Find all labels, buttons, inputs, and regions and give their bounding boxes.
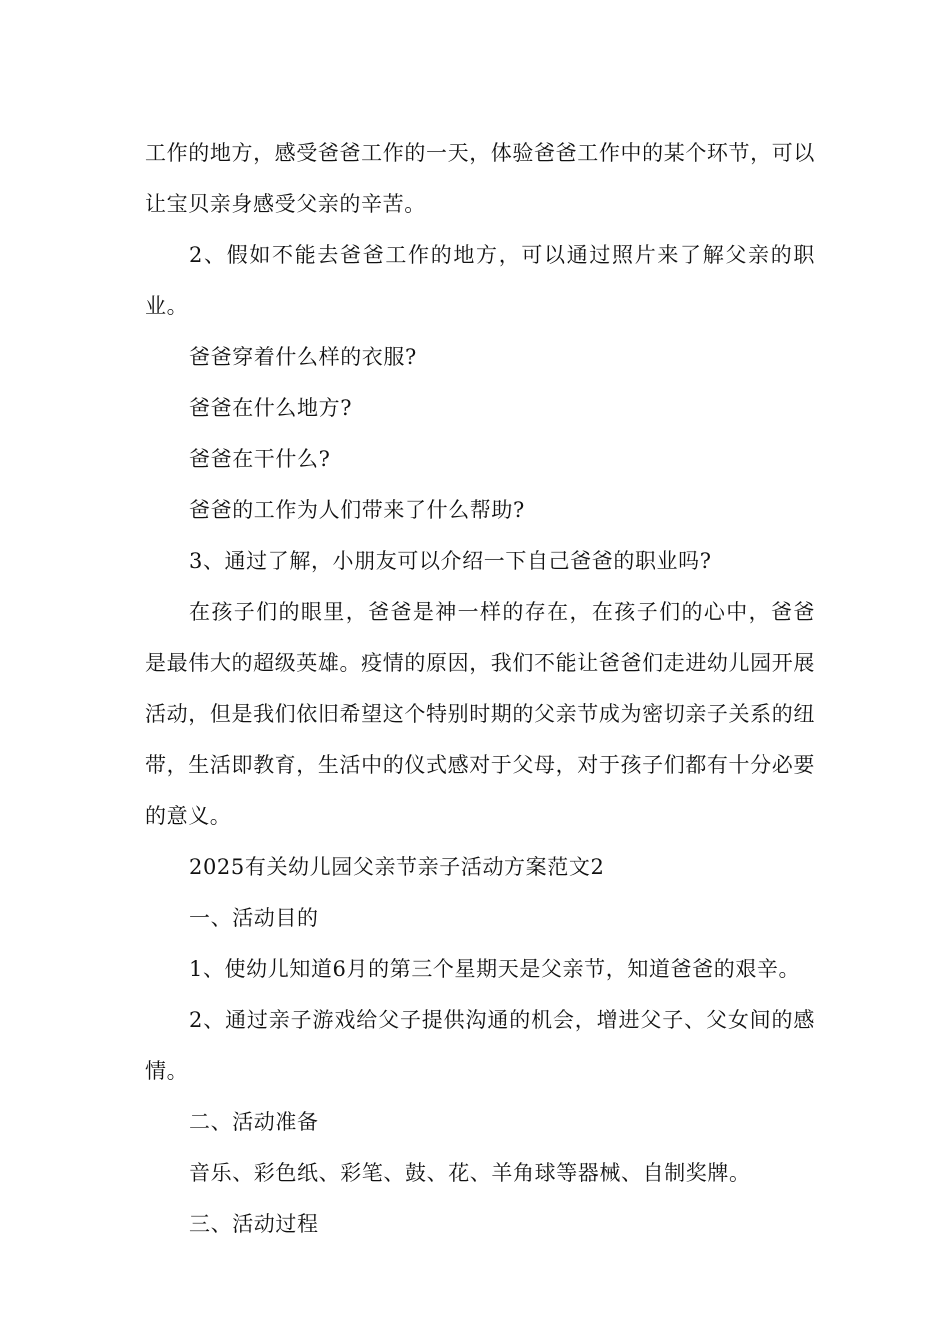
paragraph-step-3: 3、通过了解，小朋友可以介绍一下自己爸爸的职业吗? <box>189 549 712 573</box>
heading-activity-process: 三、活动过程 <box>189 1212 319 1236</box>
paragraph-continuation: 工作的地方，感受爸爸工作的一天，体验爸爸工作中的某个环节，可以让宝贝亲身感受父亲的辛苦。 <box>145 141 815 216</box>
document-page <box>145 128 815 1250</box>
paragraph-summary: 在孩子们的眼里，爸爸是神一样的存在，在孩子们的心中，爸爸是最伟大的超级英雄。疫情的原因，我们不能让爸爸们走进幼儿园开展活动，但是我们依旧希望这个特别时期的父亲节成为密切亲子关系的纽带，生活即教育，生活中的仪式感对于父母，对于孩子们都有十分必要的意义。 <box>145 600 815 828</box>
goal-item-2: 2、通过亲子游戏给父子提供沟通的机会，增进父子、父女间的感情。 <box>145 1008 815 1083</box>
prep-materials: 音乐、彩色纸、彩笔、鼓、花、羊角球等器械、自制奖牌。 <box>189 1161 751 1185</box>
question-place: 爸爸在什么地方? <box>189 396 353 420</box>
goal-item-1: 1、使幼儿知道6月的第三个星期天是父亲节，知道爸爸的艰辛。 <box>189 957 801 981</box>
question-clothes: 爸爸穿着什么样的衣服? <box>189 345 417 369</box>
paragraph-step-2: 2、假如不能去爸爸工作的地方，可以通过照片来了解父亲的职业。 <box>145 243 815 318</box>
question-help: 爸爸的工作为人们带来了什么帮助? <box>189 498 525 522</box>
heading-activity-goal: 一、活动目的 <box>189 906 319 930</box>
question-doing: 爸爸在干什么? <box>189 447 331 471</box>
section-title: 2025有关幼儿园父亲节亲子活动方案范文2 <box>189 855 605 879</box>
heading-activity-prep: 二、活动准备 <box>189 1110 319 1134</box>
